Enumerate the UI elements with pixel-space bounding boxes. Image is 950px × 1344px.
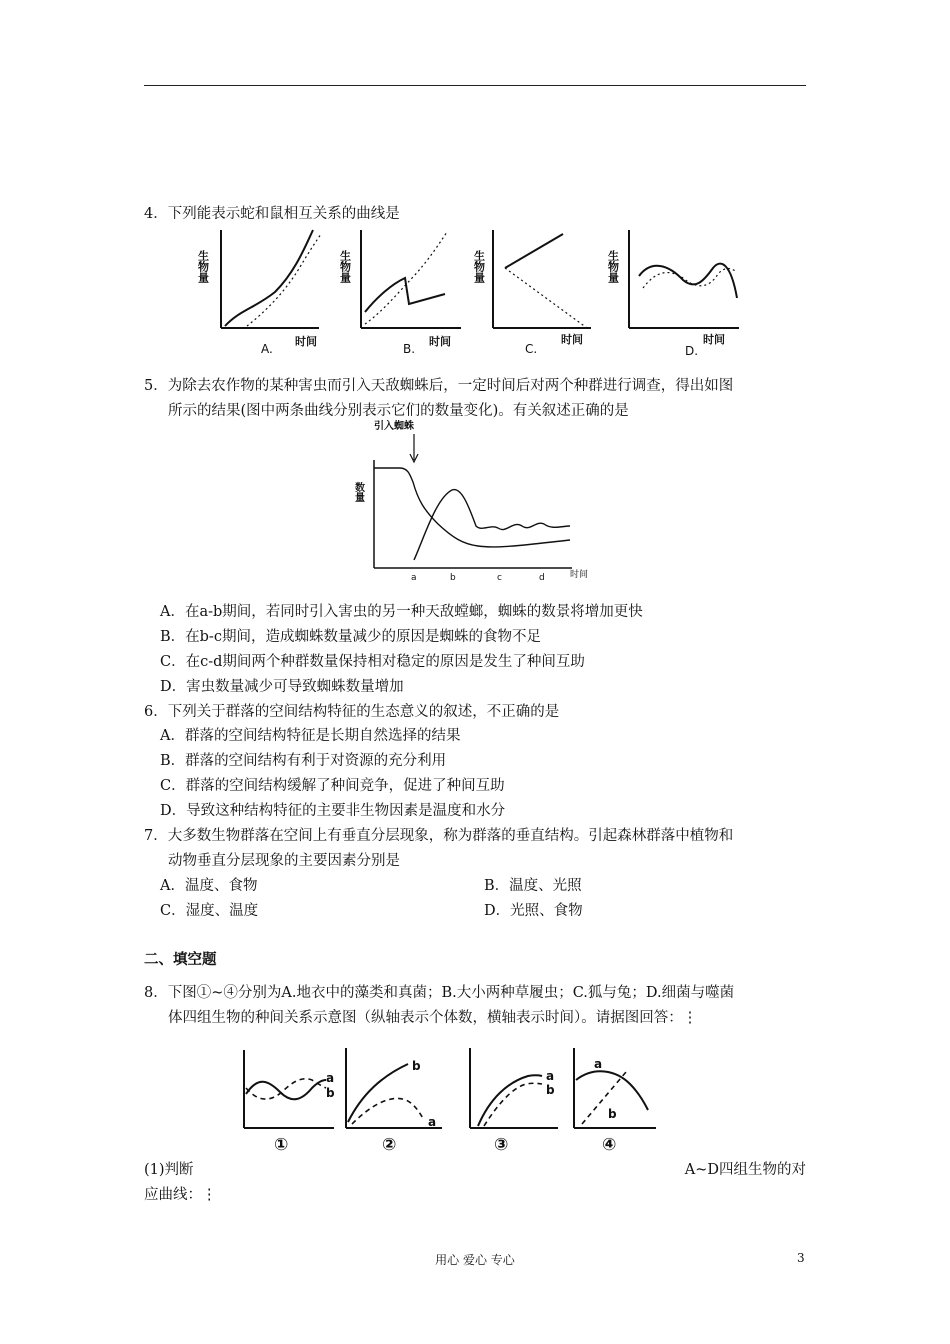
q8-p1-label-a: a <box>326 1071 335 1085</box>
q4-d-xlabel: 时间 <box>703 333 725 346</box>
q5-option-d: D．害虫数量减少可导致蜘蛛数量增加 <box>160 679 404 695</box>
q7-stem-line2: 动物垂直分层现象的主要因素分别是 <box>168 853 400 869</box>
q8-panel-label-3: ③ <box>494 1135 509 1155</box>
q4-a-ylabel: 生物量 <box>196 250 210 283</box>
section-title: 二、填空题 <box>144 952 217 968</box>
q5-tick-b: b <box>450 573 456 583</box>
q5-ylabel: 数量 <box>352 482 364 502</box>
q4-d-label: D. <box>685 344 699 358</box>
q8-p2-label-a: a <box>428 1115 437 1129</box>
q8-charts <box>236 1042 666 1157</box>
q5-tick-a: a <box>411 573 417 583</box>
q5-tick-d: d <box>539 573 545 583</box>
q8-panel-3 <box>470 1048 558 1155</box>
page-number: 3 <box>797 1251 805 1265</box>
q6-option-b: B．群落的空间结构有利于对资源的充分利用 <box>160 753 447 769</box>
q4-b-ylabel: 生物量 <box>338 250 352 283</box>
q7-option-c: C．湿度、温度 <box>160 903 259 919</box>
header-rule <box>144 85 806 86</box>
q4-c-label: C. <box>525 342 538 356</box>
q5-option-a: A．在a-b期间，若同时引入害虫的另一种天敌螳螂，蜘蛛的数景将增加更快 <box>160 604 643 620</box>
q4-panel-b <box>339 230 462 356</box>
q4-c-ylabel: 生物量 <box>472 250 486 283</box>
q8-sub1-left: (1)判断 <box>144 1162 194 1178</box>
q5-stem-line2: 所示的结果(图中两条曲线分别表示它们的数量变化)。有关叙述正确的是 <box>168 403 629 419</box>
q6-option-d: D．导致这种结构特征的主要非生物因素是温度和水分 <box>160 803 506 819</box>
q8-p2-label-b: b <box>412 1059 421 1073</box>
q8-panel-label-4: ④ <box>602 1135 617 1155</box>
q8-panel-1 <box>244 1050 335 1155</box>
q5-xlabel: 时间 <box>570 570 589 580</box>
q7-option-d: D．光照、食物 <box>484 903 583 919</box>
q5-option-b: B．在b-c期间，造成蜘蛛数量减少的原因是蜘蛛的食物不足 <box>160 629 541 645</box>
q8-sub1-right: A~D四组生物的对 <box>684 1162 806 1178</box>
q5-annotation: 引入蜘蛛 <box>374 421 414 432</box>
q8-p4-label-a: a <box>594 1057 603 1071</box>
q6-stem: 6．下列关于群落的空间结构特征的生态意义的叙述，不正确的是 <box>144 704 560 720</box>
q8-stem-line1: 8．下图①~④分别为A.地衣中的藻类和真菌；B.大小两种草履虫；C.狐与兔；D.细菌与噬菌 <box>144 985 735 1001</box>
q8-sub1-line2: 应曲线：⋮ <box>144 1187 217 1203</box>
q5-tick-c: c <box>497 573 502 583</box>
q8-panel-label-1: ① <box>274 1135 289 1155</box>
q5-stem-line1: 5．为除去农作物的某种害虫而引入天敌蜘蛛后，一定时间后对两个种群进行调查，得出如图 <box>144 378 734 394</box>
q4-charts <box>195 222 755 362</box>
q8-panel-4 <box>574 1048 656 1155</box>
q4-panel-d <box>607 230 740 358</box>
q8-stem-line2: 体四组生物的种间关系示意图（纵轴表示个体数，横轴表示时间）。请据图回答：⋮ <box>168 1010 698 1026</box>
q7-option-a: A．温度、食物 <box>160 878 258 894</box>
q6-option-c: C．群落的空间结构缓解了种间竞争，促进了种间互助 <box>160 778 505 794</box>
q8-p1-label-b: b <box>326 1086 335 1100</box>
q8-panel-label-2: ② <box>382 1135 397 1155</box>
q4-b-xlabel: 时间 <box>429 335 451 348</box>
q5-chart <box>352 420 598 585</box>
q4-d-ylabel: 生物量 <box>606 250 620 283</box>
q5-option-c: C．在c-d期间两个种群数量保持相对稳定的原因是发生了种间互助 <box>160 654 585 670</box>
q4-a-xlabel: 时间 <box>295 335 317 348</box>
q6-option-a: A．群落的空间结构特征是长期自然选择的结果 <box>160 728 461 744</box>
q8-panel-2 <box>346 1048 442 1155</box>
q4-stem: 4．下列能表示蛇和鼠相互关系的曲线是 <box>144 206 400 222</box>
q4-c-xlabel: 时间 <box>561 333 583 346</box>
q4-panel-c <box>473 230 592 356</box>
q7-option-b: B．温度、光照 <box>484 878 582 894</box>
q7-stem-line1: 7．大多数生物群落在空间上有垂直分层现象，称为群落的垂直结构。引起森林群落中植物和 <box>144 828 734 844</box>
q4-a-label: A. <box>261 342 273 356</box>
q4-panel-a <box>197 230 322 356</box>
q4-b-label: B. <box>403 342 416 356</box>
q8-p4-label-b: b <box>608 1107 617 1121</box>
q8-p3-label-a: a <box>546 1069 555 1083</box>
q8-p3-label-b: b <box>546 1083 555 1097</box>
footer-text: 用心 爱心 专心 <box>435 1253 515 1267</box>
